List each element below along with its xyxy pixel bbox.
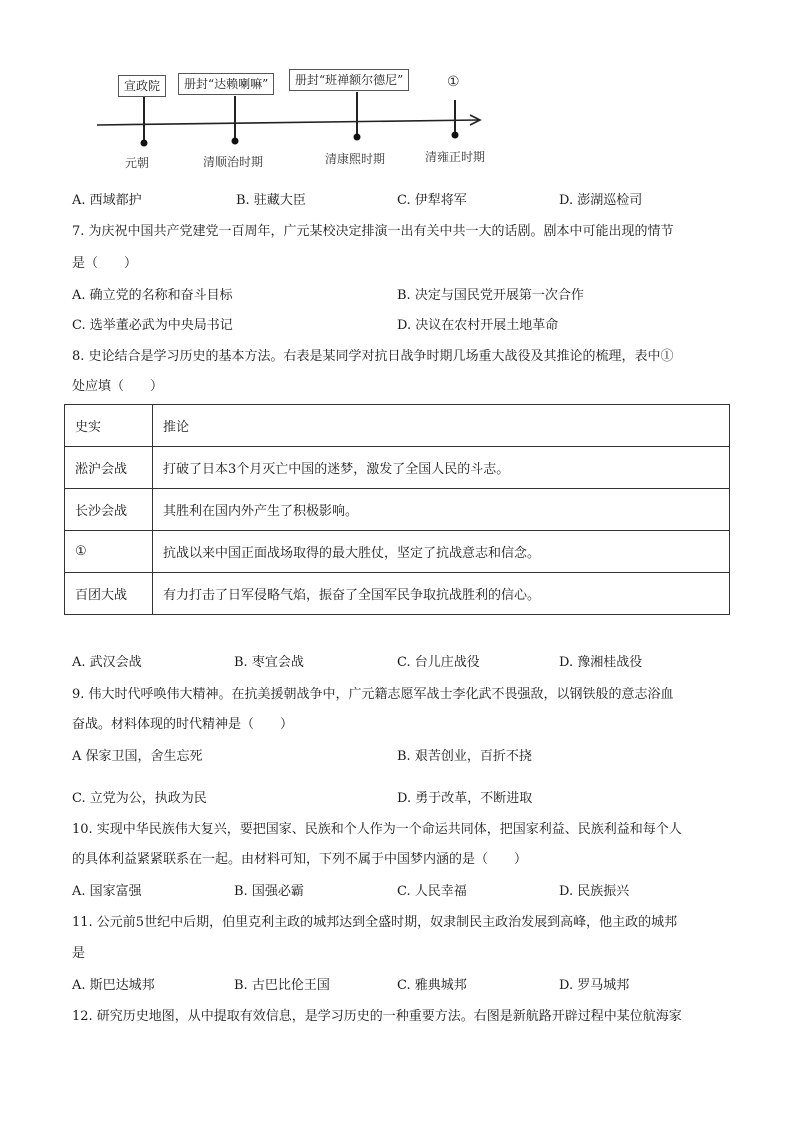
q9-options-row2 (72, 784, 732, 814)
q9-option-a[interactable]: A 保家卫国，舍生忘死 (72, 749, 203, 764)
q11-option-b[interactable]: B. 古巴比伦王国 (234, 978, 330, 993)
q10-option-a[interactable]: A. 国家富强 (72, 884, 142, 899)
q6-option-d[interactable]: D. 澎湖巡检司 (559, 193, 643, 208)
q10-options (72, 877, 732, 907)
q9-option-d[interactable]: D. 勇于改革，不断进取 (397, 791, 533, 806)
q8-stem-line1: 8. 史论结合是学习历史的基本方法。右表是某同学对抗日战争时期几场重大战役及其推论的梳理，表中① (72, 349, 674, 364)
q6-option-b[interactable]: B. 驻藏大臣 (236, 193, 306, 208)
q7-options-row2 (72, 311, 732, 341)
table-cell-inference: 打破了日本3个月灭亡中国的迷梦，激发了全国人民的斗志。 (153, 447, 730, 489)
table-row (65, 489, 730, 531)
q10-option-c[interactable]: C. 人民幸福 (397, 884, 467, 899)
table-row (65, 531, 730, 573)
table-header-inference: 推论 (153, 405, 730, 447)
q9-option-b[interactable]: B. 艰苦创业，百折不挠 (397, 749, 532, 764)
q8-option-c[interactable]: C. 台儿庄战役 (397, 655, 480, 670)
q11-options (72, 971, 732, 1001)
q7-option-b[interactable]: B. 决定与国民党开展第一次合作 (397, 288, 584, 303)
timeline-label-shunzhi: 清顺治时期 (203, 155, 264, 169)
table-header-fact: 史实 (65, 405, 153, 447)
q6-options (72, 186, 732, 216)
timeline-label-yuan: 元朝 (125, 156, 150, 170)
q8-option-b[interactable]: B. 枣宜会战 (234, 655, 304, 670)
table-cell-inference: 抗战以来中国正面战场取得的最大胜仗，坚定了抗战意志和信念。 (153, 531, 730, 573)
table-cell-fact: ① (65, 531, 153, 573)
timeline-label-yongzheng: 清雍正时期 (425, 150, 486, 164)
q11-stem-line2: 是 (72, 946, 86, 961)
q11-option-c[interactable]: C. 雅典城邦 (397, 978, 467, 993)
q6-option-a[interactable]: A. 西域都护 (72, 193, 142, 208)
timeline-box-xuanzhengyuan: 宣政院 (118, 75, 166, 97)
q11-stem-line1: 11. 公元前5世纪中后期，伯里克利主政的城邦达到全盛时期，奴隶制民主政治发展到高峰，他主政的城邦 (72, 915, 678, 930)
q10-stem-line2: 的具体利益紧紧联系在一起。由材料可知，下列不属于中国梦内涵的是（ ） (72, 852, 528, 867)
q10-stem-line1: 10. 实现中华民族伟大复兴，要把国家、民族和个人作为一个命运共同体，把国家利益、民族利益和每个人 (72, 822, 682, 837)
table-cell-inference: 有力打击了日军侵略气焰，振奋了全国军民争取抗战胜利的信心。 (153, 573, 730, 615)
q8-stem-line2: 处应填（ ） (72, 379, 164, 394)
q10-option-b[interactable]: B. 国强必霸 (234, 884, 304, 899)
q9-stem-line2: 奋战。材料体现的时代精神是（ ） (72, 717, 294, 732)
q11-option-a[interactable]: A. 斯巴达城邦 (72, 978, 155, 993)
table-row (65, 447, 730, 489)
q8-fact-table (64, 404, 730, 615)
timeline-blank-marker: ① (447, 74, 460, 90)
table-cell-fact: 长沙会战 (65, 489, 153, 531)
q9-option-c[interactable]: C. 立党为公，执政为民 (72, 791, 207, 806)
q12-stem-line1: 12. 研究历史地图，从中提取有效信息，是学习历史的一种重要方法。右图是新航路开辟过程中某位航海家 (72, 1009, 682, 1024)
q7-options-row1 (72, 281, 732, 311)
table-cell-fact: 淞沪会战 (65, 447, 153, 489)
table-cell-fact: 百团大战 (65, 573, 153, 615)
q7-option-a[interactable]: A. 确立党的名称和奋斗目标 (72, 288, 233, 303)
q9-stem-line1: 9. 伟大时代呼唤伟大精神。在抗美援朝战争中，广元籍志愿军战士李化武不畏强敌，以钢铁般的意志浴血 (72, 687, 674, 702)
timeline-box-dalai: 册封“达赖喇嘛” (178, 73, 274, 95)
q8-option-a[interactable]: A. 武汉会战 (72, 655, 142, 670)
q9-options-row1 (72, 742, 732, 772)
q11-option-d[interactable]: D. 罗马城邦 (559, 978, 630, 993)
timeline-label-kangxi: 清康熙时期 (325, 152, 386, 166)
table-header-row (65, 405, 730, 447)
table-cell-inference: 其胜利在国内外产生了积极影响。 (153, 489, 730, 531)
q10-option-d[interactable]: D. 民族振兴 (559, 884, 630, 899)
q8-option-d[interactable]: D. 豫湘桂战役 (559, 655, 643, 670)
q7-option-d[interactable]: D. 决议在农村开展土地革命 (397, 318, 559, 333)
q7-option-c[interactable]: C. 选举董必武为中央局书记 (72, 318, 233, 333)
q7-stem-line2: 是（ ） (72, 256, 138, 271)
table-row (65, 573, 730, 615)
timeline-box-panchen: 册封“班禅额尔德尼” (289, 69, 409, 91)
q8-options (72, 648, 732, 678)
q6-option-c[interactable]: C. 伊犁将军 (397, 193, 467, 208)
q7-stem-line1: 7. 为庆祝中国共产党建党一百周年，广元某校决定排演一出有关中共一大的话剧。剧本中可能出现的情节 (72, 224, 674, 239)
